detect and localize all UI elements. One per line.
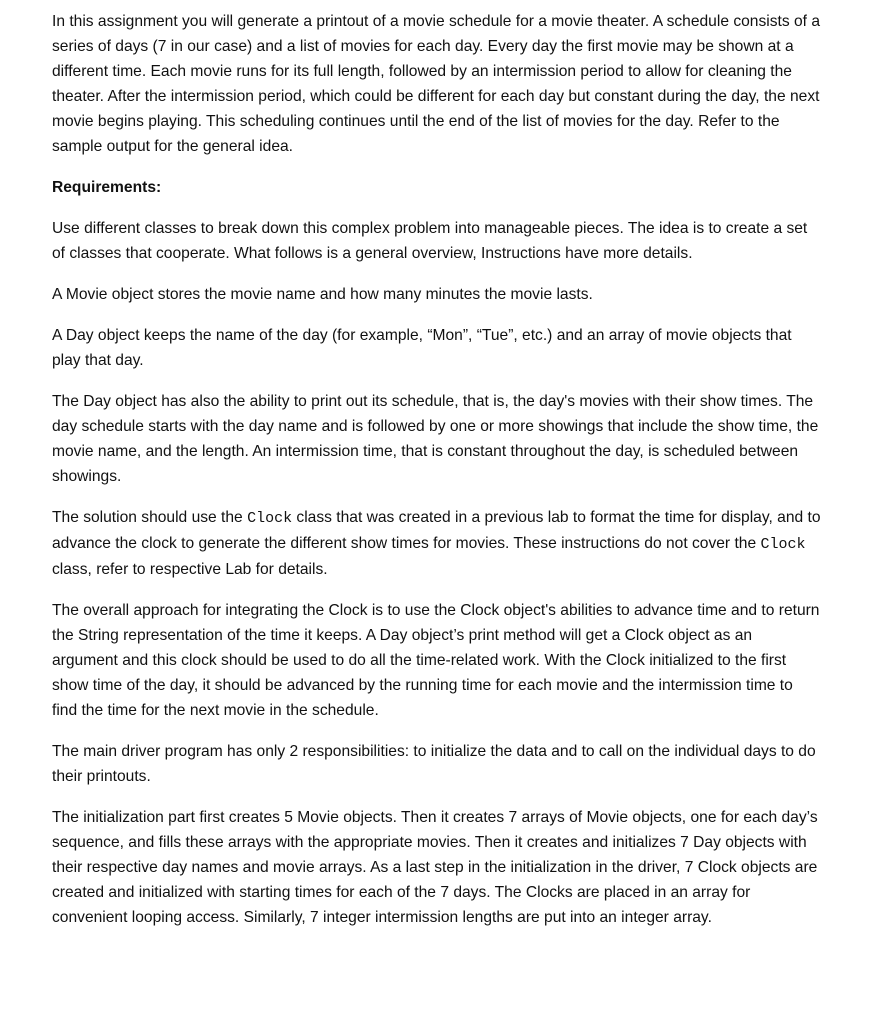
- driver-paragraph: The main driver program has only 2 responsibilities: to initialize the data and to call on the individual days to do their printouts.: [52, 743, 816, 785]
- intro-paragraph: In this assignment you will generate a printout of a movie schedule for a movie theater. A schedule consists of a series of days (7 in our case) and a list of movies for each day. Every day the first movie may be shown at a different time. Each movie runs for its full length, followed by an intermission period to allow for cleaning the theater. After the intermission period, which could be different for each day but constant during the day, the next movie begins playing. This scheduling continues until the end of the list of movies for the day. Refer to the sample output for the general idea.: [52, 13, 820, 155]
- requirements-heading: Requirements:: [52, 179, 162, 196]
- movie-object-paragraph: A Movie object stores the movie name and how many minutes the movie lasts.: [52, 286, 593, 303]
- integrate-clock-paragraph: The overall approach for integrating the Clock is to use the Clock object's abilities to advance time and to return the String representation of the time it keeps. A Day object’s print method will get a Clock object as an argument and this clock should be used to do all the time-related work. With the Clock initialized to the first show time of the day, it should be advanced by the running time for each movie and the intermission time to find the time for the next movie in the schedule.: [52, 602, 820, 719]
- clock-paragraph: [52, 505, 822, 582]
- document-body: [52, 9, 822, 946]
- classes-paragraph: Use different classes to break down this complex problem into manageable pieces. The idea is to create a set of classes that cooperate. What follows is a general overview, Instructions have more details.: [52, 220, 808, 262]
- clock-code-1: Clock: [247, 510, 293, 527]
- day-object-paragraph: A Day object keeps the name of the day (for example, “Mon”, “Tue”, etc.) and an array of movie objects that play that day.: [52, 327, 792, 369]
- clock-code-2: Clock: [760, 536, 806, 553]
- initialization-paragraph: The initialization part first creates 5 Movie objects. Then it creates 7 arrays of Movie objects, one for each day’s sequence, and fills these arrays with the appropriate movies. Then it creates and initializes 7 Day objects with their respective day names and movie arrays. As a last step in the initialization in the driver, 7 Clock objects are created and initialized with starting times for each of the 7 days. The Clocks are placed in an array for convenient looping access. Similarly, 7 integer intermission lengths are put into an integer array.: [52, 809, 818, 926]
- day-print-paragraph: The Day object has also the ability to print out its schedule, that is, the day's movies with their show times. The day schedule starts with the day name and is followed by one or more showings that include the show time, the movie name, and the length. An intermission time, that is constant throughout the day, is scheduled between showings.: [52, 393, 819, 485]
- clock-text-2: class that was created in a previous lab to format the time for display, and to advance the clock to generate the different show times for movies. These instructions do not cover the: [52, 509, 821, 552]
- clock-text-1: The solution should use the: [52, 509, 248, 526]
- clock-text-3: class, refer to respective Lab for details.: [52, 561, 328, 578]
